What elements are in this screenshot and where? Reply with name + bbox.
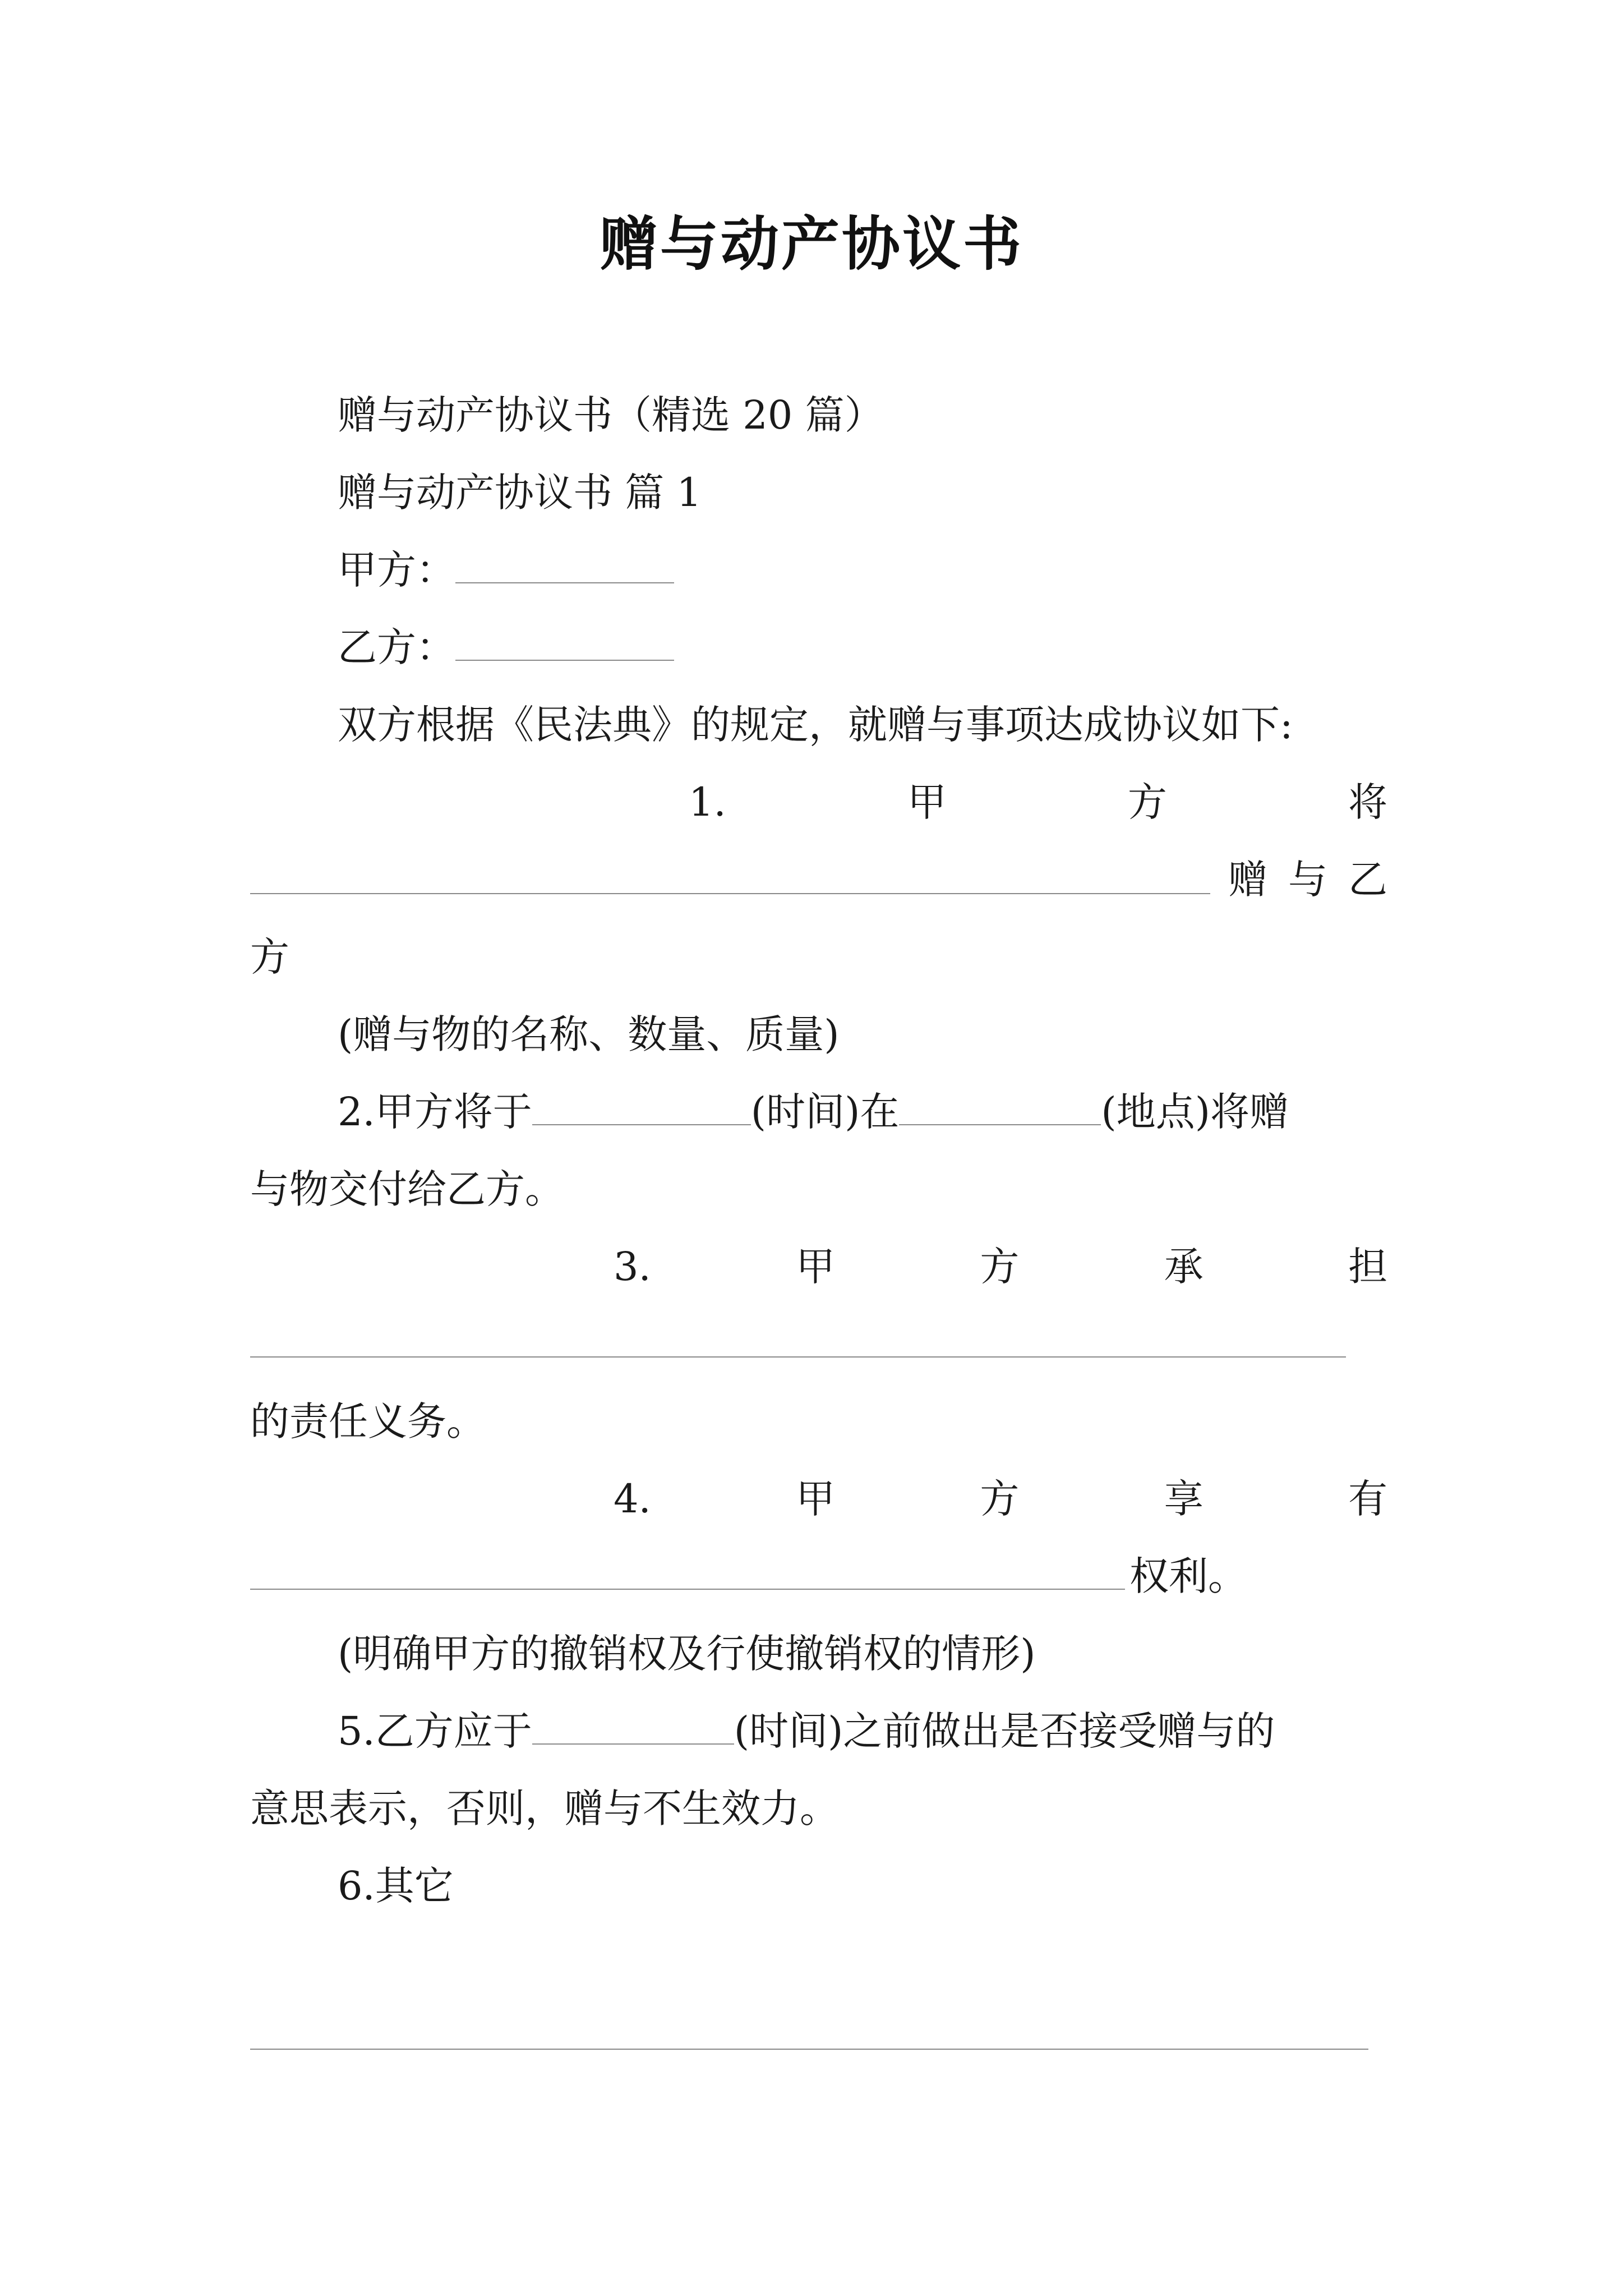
clause4-word: 方	[980, 1476, 1020, 1522]
document-title: 赠与动产协议书	[599, 210, 1023, 278]
clause5-line	[338, 1704, 1275, 1758]
clause3-word: 担	[1348, 1244, 1387, 1290]
clause3-blank	[250, 1356, 1346, 1358]
document-subtitle: 赠与动产协议书（精选 20 篇）	[338, 392, 884, 438]
clause3-word: 方	[980, 1244, 1020, 1290]
party-b-line	[338, 620, 674, 674]
clause4-tail: 权利。	[1129, 1553, 1247, 1599]
clause1-word: 将	[1348, 779, 1387, 825]
clause2-place-blank	[899, 1091, 1101, 1125]
clause1-tail-word: 方	[250, 934, 289, 980]
party-a-line	[338, 543, 674, 597]
clause3-line	[614, 1240, 1387, 1294]
clause1-tail-word: 赠	[1228, 857, 1267, 903]
clause5-continuation: 意思表示，否则，赠与不生效力。	[250, 1786, 839, 1832]
clause2-time-blank	[532, 1091, 751, 1125]
intro-paragraph: 双方根据《民法典》的规定，就赠与事项达成协议如下:	[338, 702, 1293, 748]
clause2-time-label: (时间)在	[750, 1089, 900, 1135]
party-b-label: 乙方：	[338, 624, 455, 670]
clause4-note: (明确甲方的撤销权及行使撤销权的情形)	[338, 1631, 1036, 1677]
clause2-prefix: 2.甲方将于	[338, 1089, 532, 1135]
clause3-num: 3.	[614, 1244, 651, 1290]
clause5-time-blank	[532, 1710, 734, 1745]
clause1-blank	[250, 893, 1210, 894]
clause1-num: 1.	[689, 779, 726, 825]
clause1-tail-word: 与	[1288, 857, 1327, 903]
clause6-blank	[250, 2049, 1368, 2050]
clause6-line: 6.其它	[338, 1863, 454, 1909]
clause5-rest: (时间)之前做出是否接受赠与的	[734, 1708, 1275, 1754]
clause3-word: 甲	[796, 1244, 836, 1290]
clause4-num: 4.	[614, 1476, 651, 1522]
clause2-line	[338, 1085, 1289, 1139]
clause4-blank	[250, 1589, 1125, 1590]
clause3-tail: 的责任义务。	[250, 1398, 486, 1444]
clause4-word: 甲	[796, 1476, 836, 1522]
clause5-prefix: 5.乙方应于	[338, 1708, 532, 1754]
clause3-word: 承	[1164, 1244, 1204, 1290]
clause1-line	[689, 775, 1387, 829]
clause1-tail-word: 乙	[1348, 857, 1387, 903]
party-a-label: 甲方：	[338, 547, 455, 593]
clause4-word: 有	[1348, 1476, 1387, 1522]
clause2-place-label: (地点)将赠	[1101, 1089, 1289, 1135]
section-heading: 赠与动产协议书 篇 1	[338, 470, 702, 516]
clause1-tail	[1228, 853, 1387, 907]
clause4-word: 享	[1164, 1476, 1204, 1522]
clause1-word: 方	[1127, 779, 1167, 825]
party-a-blank	[455, 549, 674, 583]
party-b-blank	[455, 626, 674, 661]
clause2-continuation: 与物交付给乙方。	[250, 1166, 564, 1212]
clause4-line	[614, 1472, 1387, 1526]
clause1-word: 甲	[907, 779, 947, 825]
clause1-note: (赠与物的名称、数量、质量)	[338, 1011, 840, 1057]
